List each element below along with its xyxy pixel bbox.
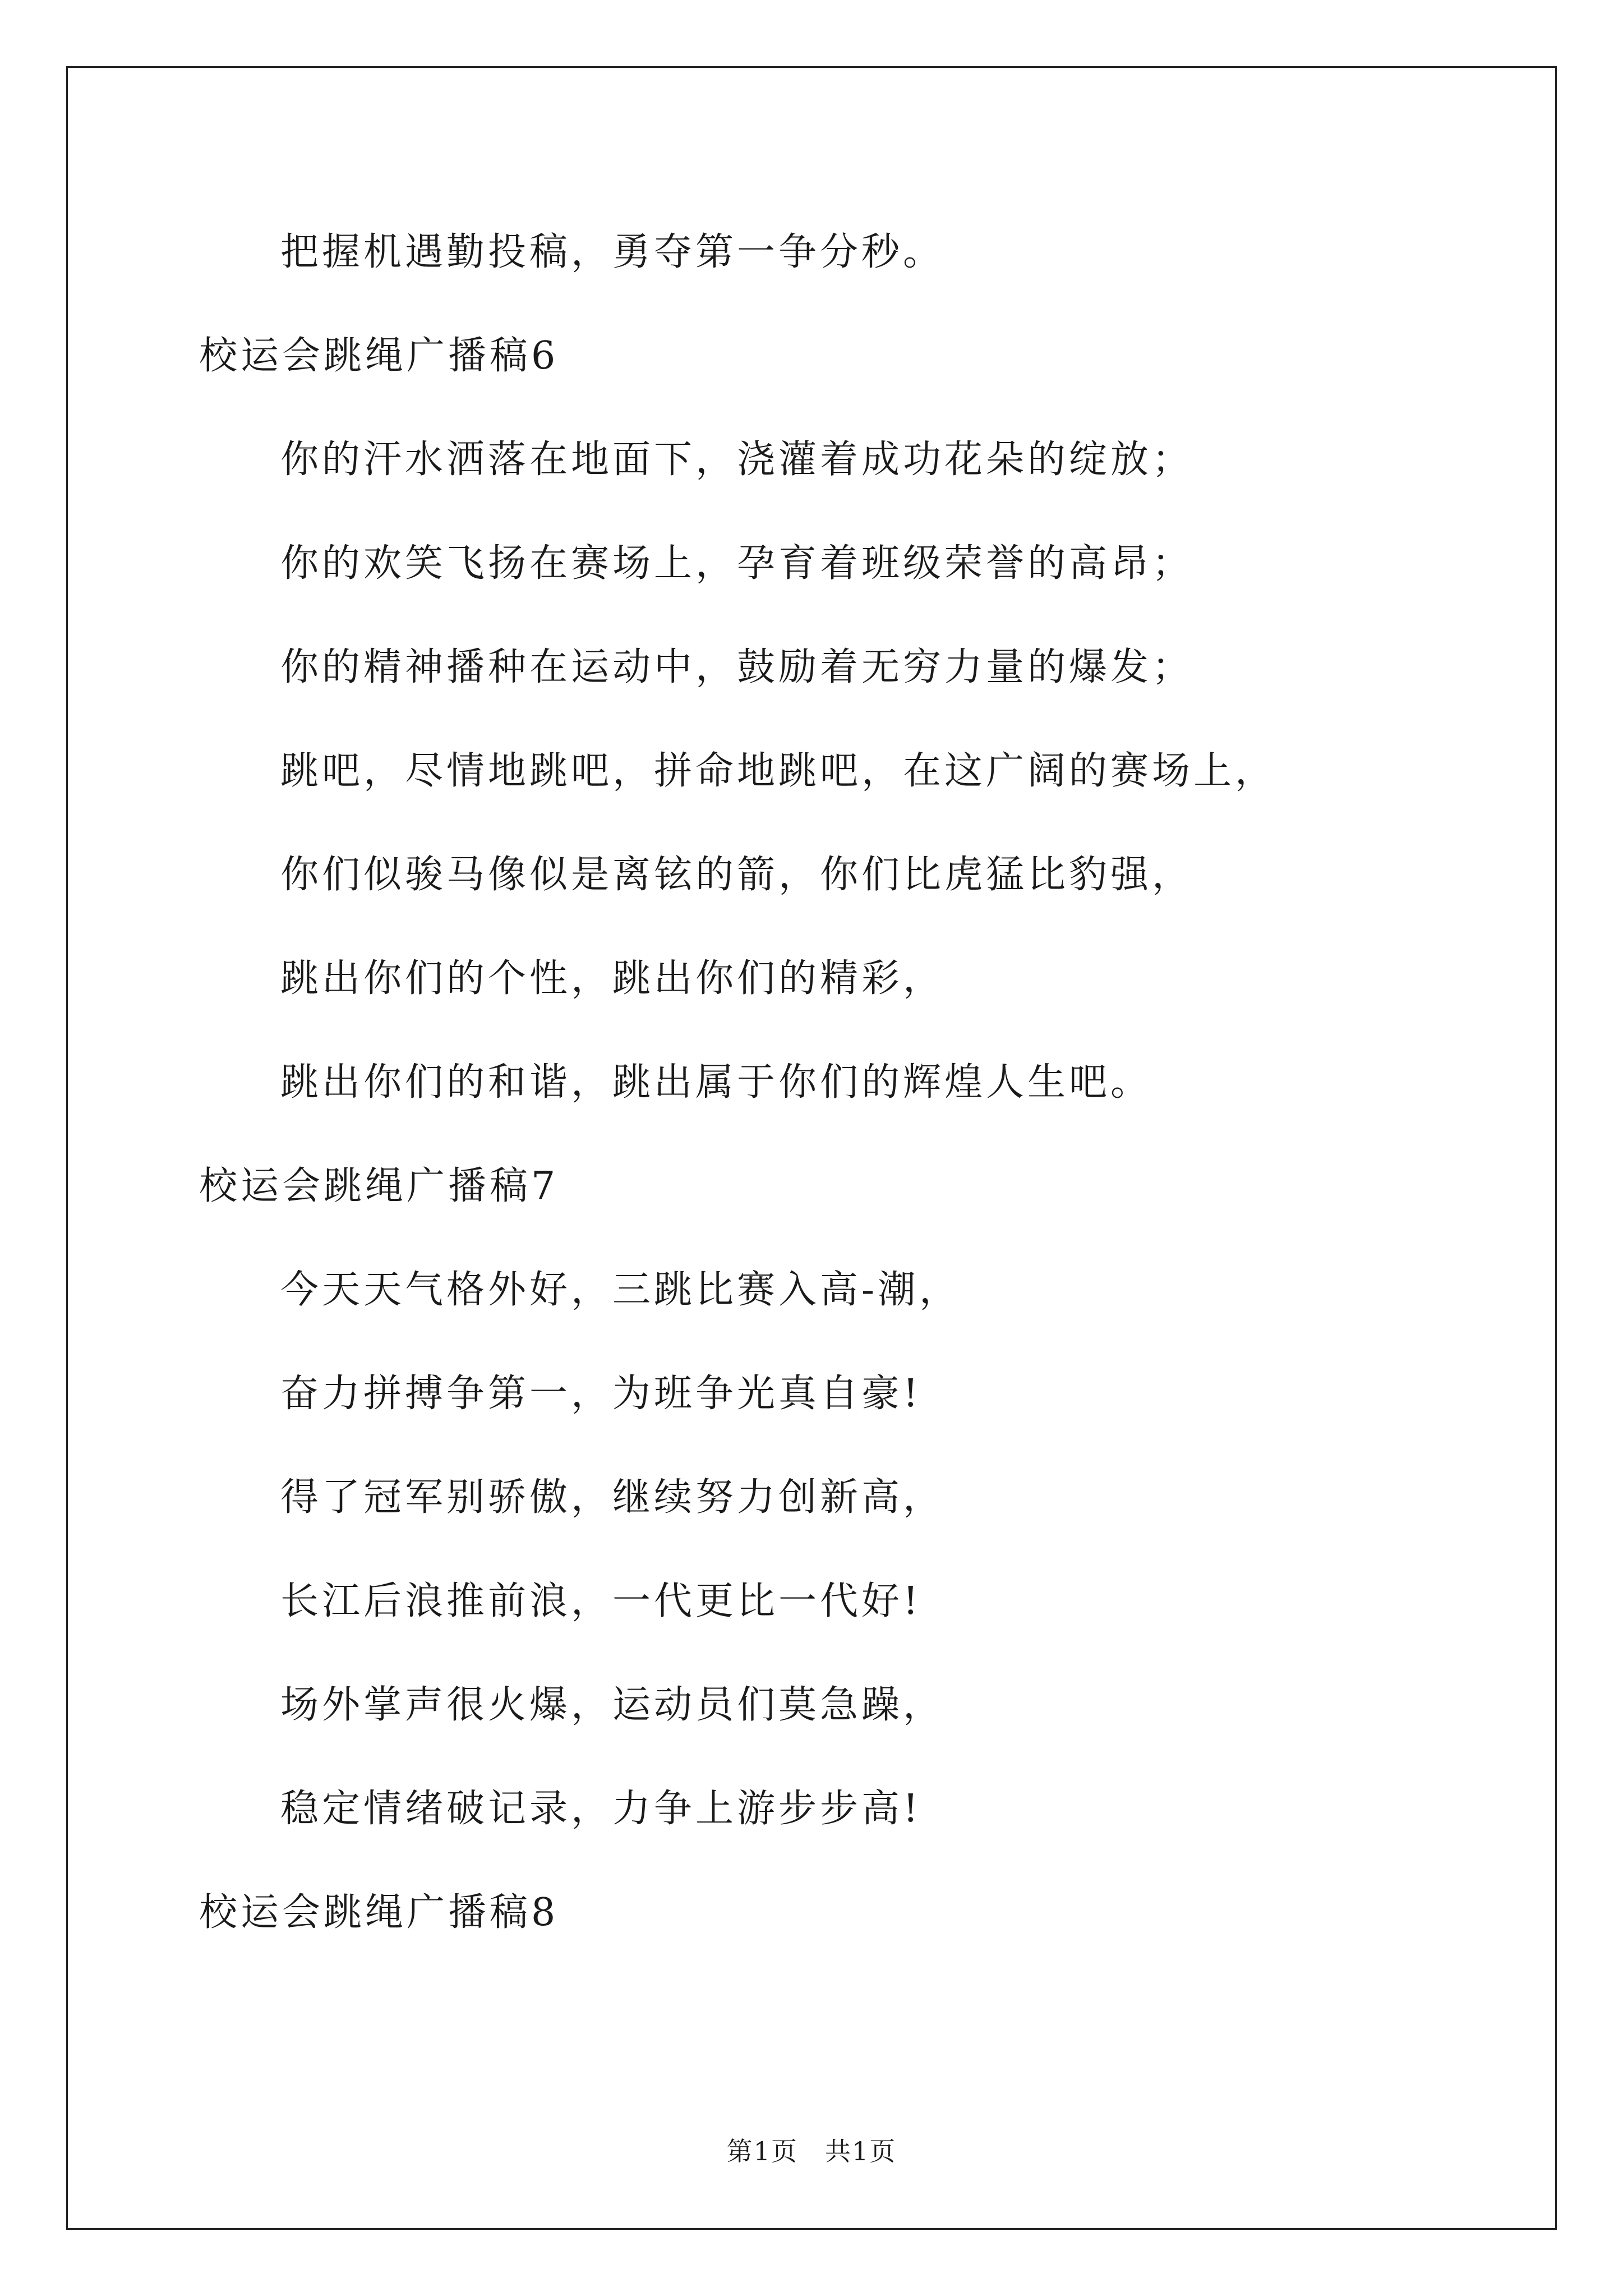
paragraph-line: 长江后浪推前浪，一代更比一代好! [280,1579,922,1623]
paragraph-line: 场外掌声很火爆，运动员们莫急躁， [280,1683,945,1727]
paragraph-line: 奋力拼搏争第一，为班争光真自豪! [280,1372,922,1416]
paragraph-line: 跳吧，尽情地跳吧，拼命地跳吧，在这广阔的赛场上， [280,749,1277,793]
paragraph-line: 你的欢笑飞扬在赛场上，孕育着班级荣誉的高昂； [280,541,1194,586]
paragraph-line: 跳出你们的个性，跳出你们的精彩， [280,956,945,1001]
page-number-footer: 第1页 共1页 [726,2136,897,2166]
section-heading: 校运会跳绳广播稿8 [199,1890,559,1935]
paragraph-line: 得了冠军别骄傲，继续努力创新高， [280,1475,945,1520]
paragraph-line: 你的精神播种在运动中，鼓励着无穷力量的爆发； [280,645,1194,689]
paragraph-line: 把握机遇勤投稿，勇夺第一争分秒。 [280,230,945,274]
paragraph-line: 你们似骏马像似是离铉的箭，你们比虎猛比豹强， [280,853,1194,897]
paragraph-line: 你的汗水洒落在地面下，浇灌着成功花朵的绽放； [280,438,1194,482]
paragraph-line: 今天天气格外好，三跳比赛入高-潮， [280,1268,961,1312]
section-heading: 校运会跳绳广播稿7 [199,1164,559,1208]
paragraph-line: 跳出你们的和谐，跳出属于你们的辉煌人生吧。 [280,1060,1152,1105]
paragraph-line: 稳定情绪破记录，力争上游步步高! [280,1787,922,1831]
section-heading: 校运会跳绳广播稿6 [199,334,559,378]
